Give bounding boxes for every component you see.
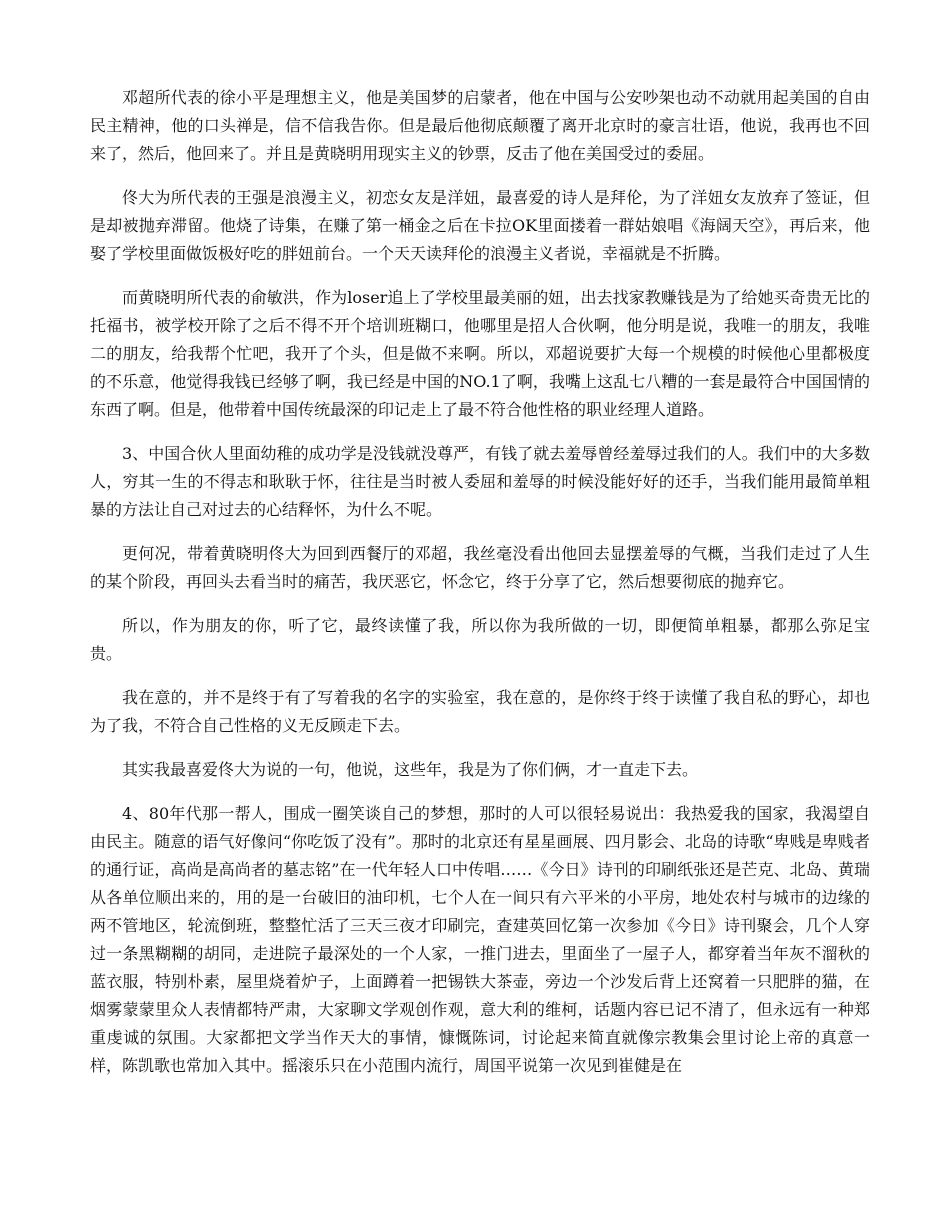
paragraph-7: 我在意的，并不是终于有了写着我的名字的实验室，我在意的，是你终于终于读懂了我自私的野心，却也为了我，不符合自己性格的义无反顾走下去。 xyxy=(90,688,870,735)
paragraph-6: 所以，作为朋友的你，听了它，最终读懂了我，所以你为我所做的一切，即便简单粗暴，都那么弥足宝贵。 xyxy=(90,616,870,663)
paragraph-1: 邓超所代表的徐小平是理想主义，他是美国梦的启蒙者，他在中国与公安吵架也动不动就用起美国的自由民主精神，他的口头禅是，信不信我告你。但是最后他彻底颠覆了离开北京时的豪言壮语，他说，我再也不回来了，然后，他回来了。并且是黄晓明用现实主义的钞票，反击了他在美国受过的委屈。 xyxy=(90,88,870,163)
paragraph-5: 更何况，带着黄晓明佟大为回到西餐厅的邓超，我丝毫没看出他回去显摆羞辱的气概，当我们走过了人生的某个阶段，再回头去看当时的痛苦，我厌恶它，怀念它，终于分享了它，然后想要彻底的抛弃它。 xyxy=(90,544,870,591)
paragraph-9: 4、80年代那一帮人，围成一圈笑谈自己的梦想，那时的人可以很轻易说出：我热爱我的国家，我渴望自由民主。随意的语气好像问“你吃饭了没有”。那时的北京还有星星画展、四月影会、北岛的诗歌“卑贱是卑贱者的通行证，高尚是高尚者的墓志铭”在一代年轻人口中传唱……《今日》诗刊的印刷纸张还是芒克、北岛、黄瑞从各单位顺出来的，用的是一台破旧的油印机，七个人在一间只有六平米的小平房，地处农村与城市的边缘的两不管地区，轮流倒班，整整忙活了三天三夜才印刷完，查建英回忆第一次参加《今日》诗刊聚会，几个人穿过一条黑糊糊的胡同，走进院子最深处的一个人家，一推门进去，里面坐了一屋子人，都穿着当年灰不溜秋的蓝衣服，特别朴素，屋里烧着炉子，上面蹲着一把锡铁大茶壶，旁边一个沙发后背上还窝着一只肥胖的猫，在烟雾蒙蒙里众人表情都特严肃，大家聊文学观创作观，意大利的维柯，话题内容已记不清了，但永远有一种郑重虔诚的氛围。大家都把文学当作天大的事情，慷慨陈词，讨论起来简直就像宗教集会里讨论上帝的真意一样，陈凯歌也常加入其中。摇滚乐只在小范围内流行，周国平说第一次见到崔健是在 xyxy=(90,804,870,1075)
paragraph-3: 而黄晓明所代表的俞敏洪，作为loser追上了学校里最美丽的妞，出去找家教赚钱是为了给她买奇贵无比的托福书，被学校开除了之后不得不开个培训班糊口，他哪里是招人合伙啊，他分明是说，我唯一的朋友，我唯二的朋友，给我帮个忙吧，我开了个头，但是做不来啊。所以，邓超说要扩大每一个规模的时候他心里都极度的不乐意，他觉得我钱已经够了啊，我已经是中国的NO.1了啊，我嘴上这乱七八糟的一套是最符合中国国情的东西了啊。但是，他带着中国传统最深的印记走上了最不符合他性格的职业经理人道路。 xyxy=(90,288,870,419)
paragraph-2: 佟大为所代表的王强是浪漫主义，初恋女友是洋妞，最喜爱的诗人是拜伦，为了洋妞女友放弃了签证，但是却被抛弃滞留。他烧了诗集，在赚了第一桶金之后在卡拉OK里面搂着一群姑娘唱《海阔天空》，再后来，他娶了学校里面做饭极好吃的胖妞前台。一个天天读拜伦的浪漫主义者说，幸福就是不折腾。 xyxy=(90,188,870,263)
paragraph-8: 其实我最喜爱佟大为说的一句，他说，这些年，我是为了你们俩，才一直走下去。 xyxy=(122,760,699,779)
document-body xyxy=(90,84,870,1096)
paragraph-4: 3、中国合伙人里面幼稚的成功学是没钱就没尊严，有钱了就去羞辱曾经羞辱过我们的人。我们中的大多数人，穷其一生的不得志和耿耿于怀，往往是当时被人委屈和羞辱的时候没能好好的还手，当我们能用最简单粗暴的方法让自己对过去的心结释怀，为什么不呢。 xyxy=(90,444,870,519)
